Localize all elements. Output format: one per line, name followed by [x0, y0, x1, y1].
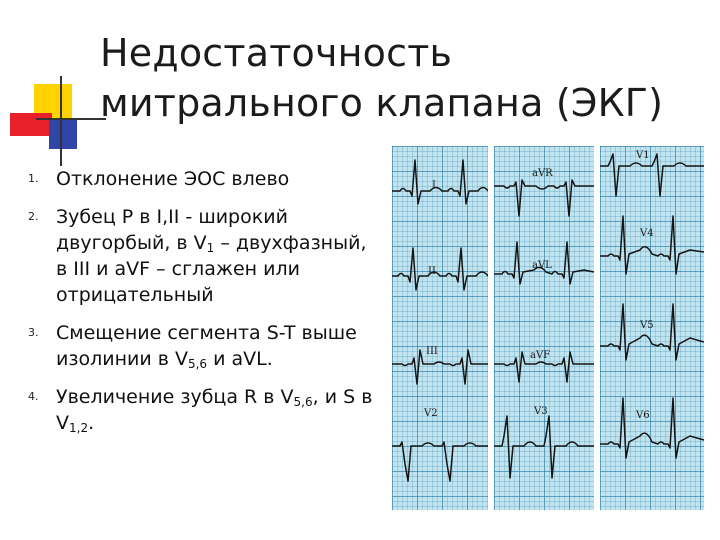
list-item [28, 166, 378, 192]
item-text: Смещение сегмента S-T выше изолинии в V [56, 322, 357, 370]
slide-title [100, 28, 700, 128]
item-text: Увеличение зубца R в V [56, 386, 294, 408]
item-number: 3. [28, 326, 39, 339]
list-item [28, 204, 378, 308]
lead-label: aVL [532, 260, 552, 271]
decor-horizontal-line [36, 118, 106, 120]
item-text: и aVL. [207, 348, 273, 370]
item-subscript: 5,6 [293, 395, 313, 409]
lead-label: aVF [530, 350, 551, 361]
ecg-trace [392, 248, 488, 290]
item-text: . [88, 412, 95, 434]
ecg-image [392, 146, 704, 510]
lead-label: V6 [636, 410, 650, 421]
title-line-2: митрального клапана (ЭКГ) [100, 81, 664, 125]
ecg-trace [494, 180, 594, 216]
item-text: – двухфазный, в III и aVF – сглажен или отрицательный [56, 232, 367, 306]
ecg-trace [600, 216, 704, 274]
item-subscript: 1,2 [69, 421, 89, 435]
lead-label: V3 [534, 406, 548, 417]
ecg-trace [494, 416, 594, 478]
ecg-trace [392, 350, 488, 384]
item-number: 2. [28, 210, 39, 223]
ecg-trace [392, 442, 488, 481]
findings-list [28, 166, 378, 448]
ecg-trace [392, 160, 488, 204]
list-item [28, 384, 378, 436]
ecg-strip-3 [600, 146, 704, 510]
item-text: , и S в V [56, 386, 373, 434]
ecg-trace [600, 398, 704, 458]
item-text: Отклонение ЭОС влево [56, 168, 290, 190]
ecg-trace [600, 304, 704, 360]
lead-label: III [426, 346, 438, 357]
lead-label: V4 [640, 228, 654, 239]
lead-label: aVR [532, 168, 553, 179]
decor-red-square [10, 113, 52, 136]
ecg-trace [600, 154, 704, 196]
decor-blue-square [49, 120, 77, 149]
item-text: Зубец Р в I,II - широкий двугорбый, в V [56, 206, 288, 254]
item-number: 4. [28, 390, 39, 403]
lead-label: V2 [424, 408, 438, 419]
title-line-1: Недостаточность [100, 31, 453, 75]
lead-label: V5 [640, 320, 654, 331]
list-item [28, 320, 378, 372]
item-subscript: 5,6 [187, 357, 208, 371]
item-number: 1. [28, 172, 39, 185]
lead-label: II [428, 266, 436, 277]
ecg-strip-2 [494, 146, 594, 510]
lead-label: V1 [636, 150, 650, 161]
ecg-strip-1 [392, 146, 488, 510]
lead-label: I [432, 180, 436, 191]
decor-vertical-line [60, 76, 62, 166]
item-subscript: 1 [206, 241, 215, 255]
